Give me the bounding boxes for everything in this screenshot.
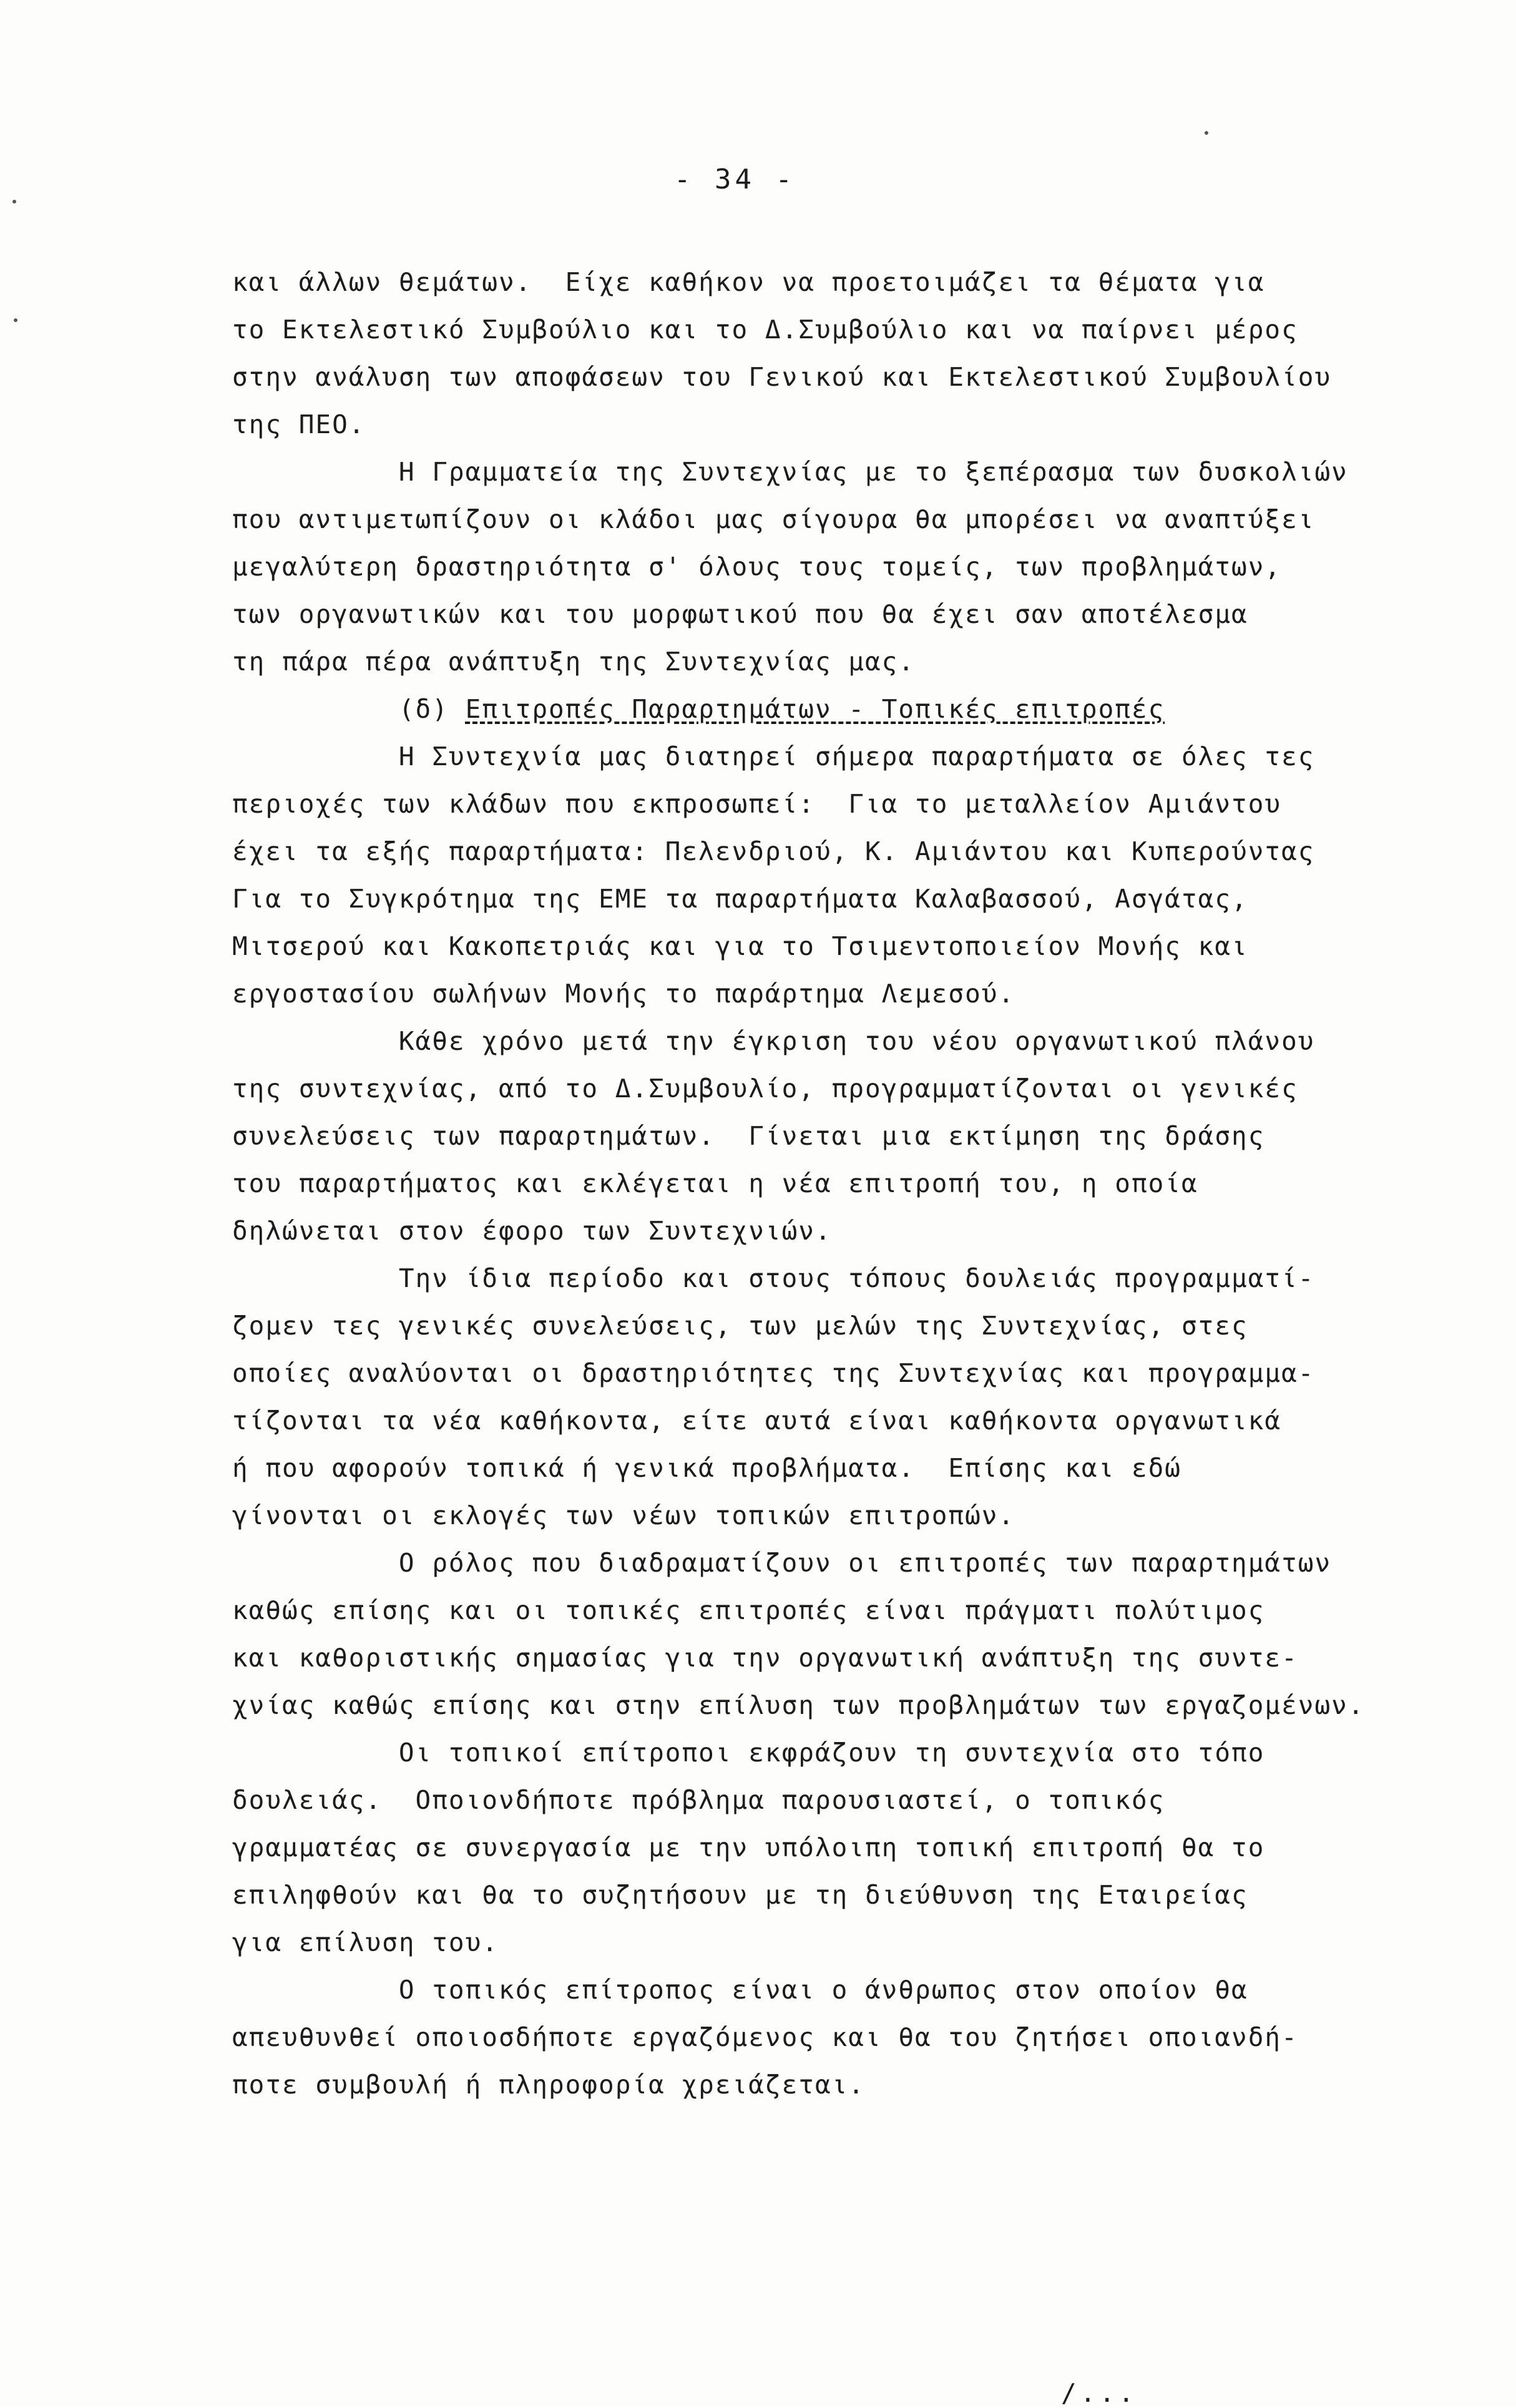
text-line: το Εκτελεστικό Συμβούλιο και το Δ.Συμβούλιο και να παίρνει μέρος: [232, 315, 1298, 345]
text-line: γραμματέας σε συνεργασία με την υπόλοιπη τοπική επιτροπή θα το: [232, 1833, 1265, 1862]
text-line: Μιτσερού και Κακοπετριάς και για το Τσιμεντοποιείον Μονής και: [232, 931, 1248, 961]
scan-speck: [12, 200, 16, 203]
text-line: Ο τοπικός επίτροπος είναι ο άνθρωπος στον οποίον θα: [232, 1975, 1248, 2005]
text-line: περιοχές των κλάδων που εκπροσωπεί: Για το μεταλλείον Αμιάντου: [232, 789, 1282, 819]
text-line: ζομεν τες γενικές συνελεύσεις, των μελών της Συντεχνίας, στες: [232, 1311, 1248, 1341]
text-line: χνίας καθώς επίσης και στην επίλυση των προβλημάτων των εργαζομένων.: [232, 1690, 1365, 1720]
text-line: της ΠΕΟ.: [232, 409, 366, 439]
text-line: των οργανωτικών και του μορφωτικού που θα έχει σαν αποτέλεσμα: [232, 599, 1248, 629]
section-heading-prefix: (δ): [232, 694, 449, 724]
text-line: έχει τα εξής παραρτήματα: Πελενδριού, Κ. Αμιάντου και Κυπερούντας: [232, 836, 1315, 866]
section-heading-text: Επιτροπές Παραρτημάτων - Τοπικές επιτροπές: [465, 694, 1165, 724]
text-line: στην ανάλυση των αποφάσεων του Γενικού και Εκτελεστικού Συμβουλίου: [232, 362, 1332, 392]
page-number: - 34 -: [674, 164, 796, 195]
text-line: που αντιμετωπίζουν οι κλάδοι μας σίγουρα θα μπορέσει να αναπτύξει: [232, 504, 1315, 534]
text-line: οποίες αναλύονται οι δραστηριότητες της Συντεχνίας και προγραμμα-: [232, 1358, 1315, 1388]
text-line: ποτε συμβουλή ή πληροφορία χρειάζεται.: [232, 2070, 865, 2100]
text-line: του παραρτήματος και εκλέγεται η νέα επιτροπή του, η οποία: [232, 1168, 1198, 1198]
text-line: Για το Συγκρότημα της ΕΜΕ τα παραρτήματα Καλαβασσού, Ασγάτας,: [232, 884, 1248, 914]
text-line: επιληφθούν και θα το συζητήσουν με τη διεύθυνση της Εταιρείας: [232, 1880, 1248, 1910]
text-line: γίνονται οι εκλογές των νέων τοπικών επιτροπών.: [232, 1500, 1015, 1530]
text-line: και καθοριστικής σημασίας για την οργανωτική ανάπτυξη της συντε-: [232, 1643, 1298, 1673]
text-line: απευθυνθεί οποιοσδήποτε εργαζόμενος και θα του ζητήσει οποιανδή-: [232, 2022, 1298, 2052]
continuation-mark: /...: [1061, 2378, 1138, 2408]
text-line: ή που αφορούν τοπικά ή γενικά προβλήματα. Επίσης και εδώ: [232, 1453, 1181, 1483]
text-line: συνελεύσεις των παραρτημάτων. Γίνεται μια εκτίμηση της δράσης: [232, 1121, 1265, 1151]
scan-speck: [1205, 131, 1208, 135]
text-line: και άλλων θεμάτων. Είχε καθήκον να προετοιμάζει τα θέματα για: [232, 267, 1265, 297]
text-line: Η Γραμματεία της Συντεχνίας με το ξεπέρασμα των δυσκολιών: [232, 457, 1348, 487]
section-heading: [232, 694, 1165, 724]
text-line: καθώς επίσης και οι τοπικές επιτροπές είναι πράγματι πολύτιμος: [232, 1595, 1265, 1625]
text-line: Οι τοπικοί επίτροποι εκφράζουν τη συντεχνία στο τόπο: [232, 1738, 1265, 1768]
text-line: δουλειάς. Οποιονδήποτε πρόβλημα παρουσιαστεί, ο τοπικός: [232, 1785, 1165, 1815]
text-line: δηλώνεται στον έφορο των Συντεχνιών.: [232, 1216, 832, 1246]
text-line: της συντεχνίας, από το Δ.Συμβουλίο, προγραμματίζονται οι γενικές: [232, 1074, 1298, 1104]
text-line: τη πάρα πέρα ανάπτυξη της Συντεχνίας μας.: [232, 647, 916, 677]
text-line: Κάθε χρόνο μετά την έγκριση του νέου οργανωτικού πλάνου: [232, 1026, 1315, 1056]
text-line: Την ίδια περίοδο και στους τόπους δουλειάς προγραμματί-: [232, 1263, 1315, 1293]
text-line: Η Συντεχνία μας διατηρεί σήμερα παραρτήματα σε όλες τες: [232, 741, 1315, 771]
text-line: για επίλυση του.: [232, 1927, 499, 1957]
scan-speck: [14, 318, 17, 322]
text-line: μεγαλύτερη δραστηριότητα σ' όλους τους τομείς, των προβλημάτων,: [232, 552, 1282, 582]
text-line: εργοστασίου σωλήνων Μονής το παράρτημα Λεμεσού.: [232, 979, 1015, 1009]
text-line: τίζονται τα νέα καθήκοντα, είτε αυτά είναι καθήκοντα οργανωτικά: [232, 1406, 1282, 1436]
text-line: Ο ρόλος που διαδραματίζουν οι επιτροπές των παραρτημάτων: [232, 1548, 1332, 1578]
